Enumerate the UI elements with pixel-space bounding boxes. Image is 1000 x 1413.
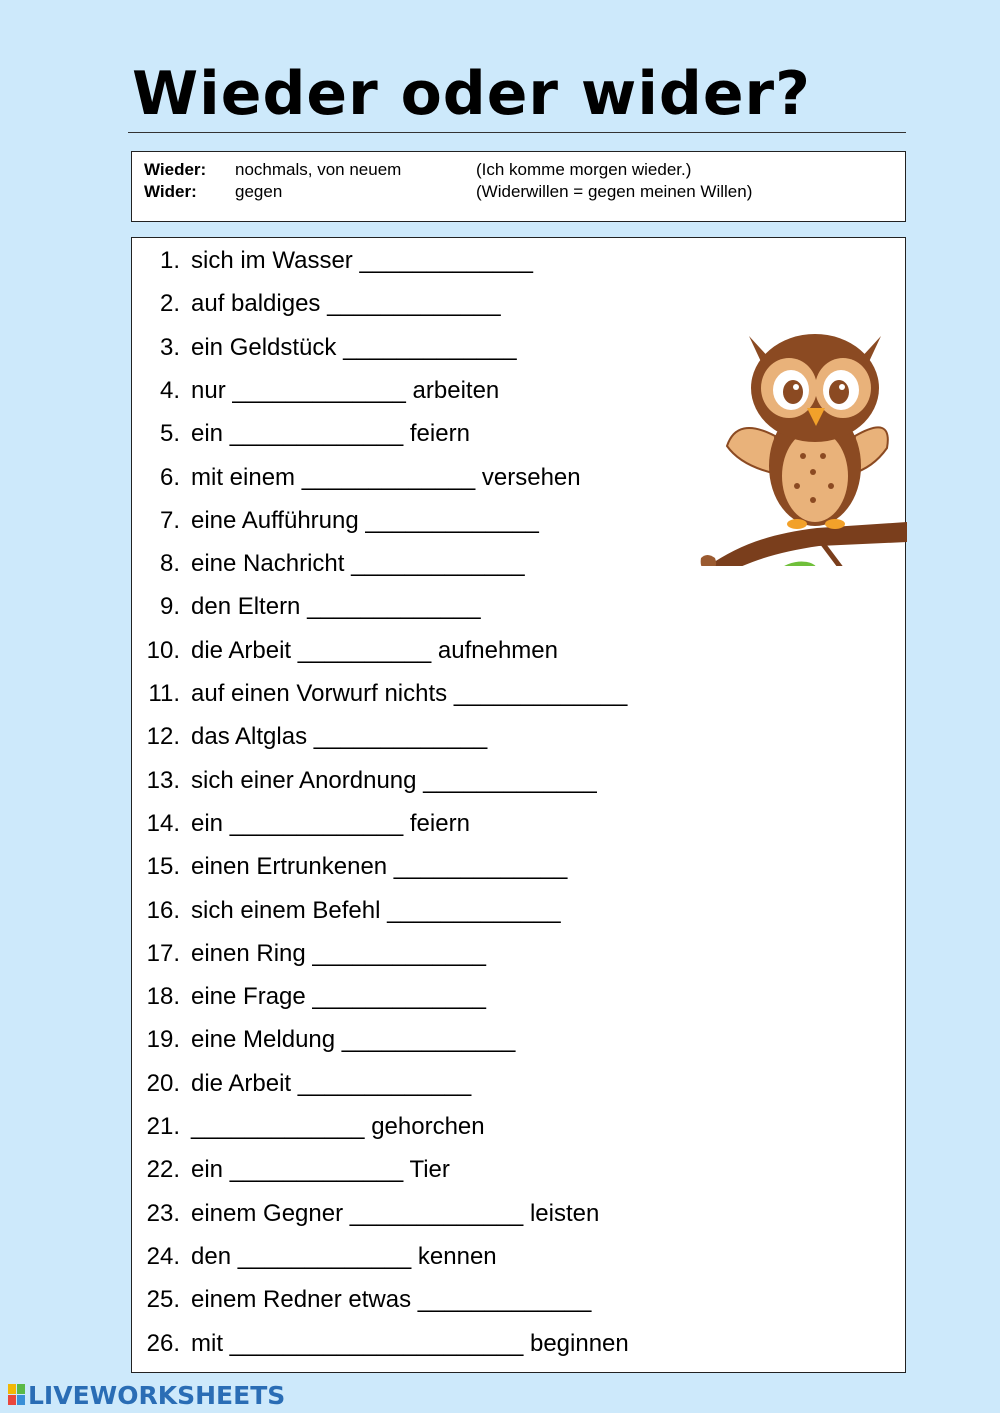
item-text: einem Redner etwas _____________ — [191, 1286, 592, 1314]
page-title: Wieder oder wider? — [132, 59, 811, 129]
item-text: den Eltern _____________ — [191, 593, 481, 621]
item-number: 4. — [159, 376, 180, 404]
item-number: 19. — [146, 1026, 180, 1054]
item-number: 5. — [159, 420, 180, 448]
item-number: 14. — [146, 809, 180, 837]
item-text: einen Ring _____________ — [191, 939, 486, 967]
definition-example: (Ich komme morgen wieder.) — [476, 160, 692, 179]
item-text: mit einem _____________ versehen — [191, 463, 581, 491]
liveworksheets-logo[interactable] — [8, 1381, 285, 1409]
item-text: ein _____________ feiern — [191, 809, 470, 837]
item-number: 25. — [146, 1286, 180, 1314]
definition-meaning: gegen — [235, 182, 283, 201]
item-text: _____________ gehorchen — [191, 1113, 485, 1140]
item-number: 20. — [146, 1069, 180, 1097]
item-text: sich einer Anordnung _____________ — [191, 766, 597, 794]
item-number: 10. — [146, 636, 180, 664]
item-text: die Arbeit _____________ — [191, 1069, 472, 1097]
definition-term: Wider: — [144, 182, 197, 201]
item-number: 23. — [146, 1199, 180, 1227]
definition-meaning: nochmals, von neuem — [235, 160, 402, 179]
logo-text: LIVEWORKSHEETS — [28, 1380, 286, 1410]
item-number: 7. — [159, 506, 180, 534]
exercise-box — [131, 237, 906, 1373]
item-number: 15. — [146, 853, 180, 881]
definition-example: (Widerwillen = gegen meinen Willen) — [476, 182, 753, 201]
item-number: 26. — [146, 1329, 180, 1357]
item-number: 11. — [148, 680, 180, 707]
item-number: 13. — [146, 766, 180, 794]
item-number: 24. — [146, 1242, 180, 1270]
item-number: 12. — [146, 723, 180, 751]
definition-term: Wieder: — [144, 160, 207, 179]
item-text: eine Meldung _____________ — [191, 1026, 516, 1054]
item-text: eine Aufführung _____________ — [191, 506, 539, 534]
title-divider — [128, 132, 906, 133]
item-number: 3. — [159, 333, 180, 361]
item-text: einen Ertrunkenen _____________ — [191, 853, 568, 881]
item-text: ein Geldstück _____________ — [191, 333, 517, 361]
item-text: nur _____________ arbeiten — [191, 376, 500, 404]
item-text: auf baldiges _____________ — [191, 290, 501, 318]
item-number: 18. — [146, 983, 180, 1011]
item-number: 21. — [146, 1113, 180, 1140]
item-number: 16. — [146, 896, 180, 924]
item-text: einem Gegner _____________ leisten — [191, 1199, 600, 1227]
item-text: das Altglas _____________ — [191, 723, 488, 751]
item-text: sich im Wasser _____________ — [191, 247, 533, 274]
item-number: 22. — [146, 1156, 180, 1184]
item-text: eine Frage _____________ — [191, 983, 486, 1011]
item-text: sich einem Befehl _____________ — [191, 896, 561, 924]
item-text: den _____________ kennen — [191, 1242, 497, 1270]
item-text: ein _____________ Tier — [191, 1156, 450, 1184]
item-number: 8. — [159, 550, 180, 578]
item-number: 1. — [159, 247, 180, 274]
item-text: die Arbeit __________ aufnehmen — [191, 636, 558, 664]
item-text: eine Nachricht _____________ — [191, 550, 525, 578]
item-number: 6. — [159, 463, 180, 491]
item-number: 2. — [159, 290, 180, 318]
item-number: 17. — [146, 939, 180, 967]
logo-mark-icon — [8, 1384, 26, 1406]
owl-icon — [697, 296, 907, 566]
item-text: mit ______________________ beginnen — [191, 1329, 629, 1357]
item-text: ein _____________ feiern — [191, 420, 470, 448]
item-number: 9. — [159, 593, 180, 621]
definition-box — [131, 151, 906, 222]
item-text: auf einen Vorwurf nichts _____________ — [191, 680, 628, 707]
